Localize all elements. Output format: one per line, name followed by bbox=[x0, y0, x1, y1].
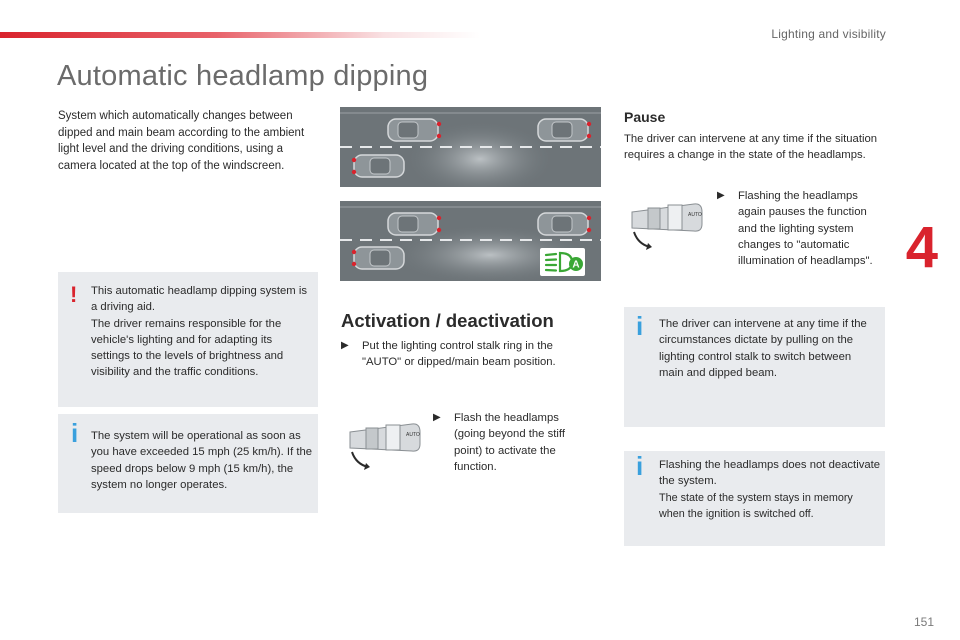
headlamp-illustration bbox=[340, 107, 601, 281]
page-title: Automatic headlamp dipping bbox=[57, 60, 429, 92]
auto-beam-indicator-icon bbox=[540, 248, 585, 276]
warning-icon: ! bbox=[70, 282, 78, 307]
info-memory-line-1: Flashing the headlamps does not deactivate the system. bbox=[659, 459, 881, 488]
info-box-speed bbox=[58, 414, 318, 513]
activation-heading: Activation / deactivation bbox=[341, 310, 554, 331]
info-memory-line-2: The state of the system stays in memory when the ignition is switched off. bbox=[659, 491, 853, 520]
warning-line-2: The driver remains responsible for the vehicle's lighting and for adapting its settings to the levels of brightness and visibility and the traffic conditions. bbox=[91, 317, 284, 379]
pause-intro: The driver can intervene at any time if the situation requires a change in the state of the headlamps. bbox=[624, 133, 878, 162]
info-intervene-text: The driver can intervene at any time if the circumstances dictate by pulling on the lighting control stalk to switch between main and dipped beam. bbox=[659, 318, 867, 379]
arrow-bullet-icon: ▶ bbox=[433, 412, 441, 423]
road-scene-image bbox=[340, 107, 601, 281]
section-title: Lighting and visibility bbox=[771, 27, 886, 41]
arrow-bullet-icon: ▶ bbox=[717, 190, 725, 201]
pause-step bbox=[717, 188, 887, 278]
activation-step-1 bbox=[341, 338, 591, 378]
intro-paragraph: System which automatically changes between dipped and main beam according to the ambient light level and the driving conditions, using a camera located at the top of the windscreen. bbox=[58, 110, 305, 172]
info-icon: i bbox=[636, 311, 644, 341]
info-icon: i bbox=[636, 451, 644, 481]
info-memory-text bbox=[659, 457, 881, 522]
arrow-bullet-icon: ▶ bbox=[341, 340, 349, 351]
indicator-letter: A bbox=[572, 259, 580, 271]
info-box-memory bbox=[624, 451, 885, 546]
header-accent-bar bbox=[0, 32, 480, 38]
pause-heading: Pause bbox=[624, 109, 666, 125]
lighting-stalk-icon bbox=[628, 192, 708, 252]
pause-step-text: Flashing the headlamps again pauses the function and the lighting system changes to "automatic illumination of headlamps". bbox=[738, 190, 873, 268]
chapter-number: 4 bbox=[905, 215, 938, 280]
info-box-intervene bbox=[624, 307, 885, 427]
warning-text bbox=[91, 283, 309, 381]
info-speed-text: The system will be operational as soon as you have exceeded 15 mph (25 km/h). If the speed drops below 9 mph (15 km/h), the system no longer operates. bbox=[91, 430, 313, 491]
warning-box bbox=[58, 272, 318, 407]
info-icon: i bbox=[71, 418, 79, 448]
warning-line-1: This automatic headlamp dipping system is a driving aid. bbox=[91, 285, 307, 314]
activation-step-2 bbox=[433, 410, 583, 480]
stalk-auto-label: AUTO bbox=[406, 432, 420, 438]
stalk-auto-label: AUTO bbox=[688, 212, 702, 218]
activation-step-2-text: Flash the headlamps (going beyond the stiff point) to activate the function. bbox=[454, 412, 565, 473]
activation-step-1-text: Put the lighting control stalk ring in the "AUTO" or dipped/main beam position. bbox=[362, 340, 556, 369]
lighting-stalk-icon bbox=[346, 412, 426, 472]
page-number: 151 bbox=[913, 615, 934, 629]
